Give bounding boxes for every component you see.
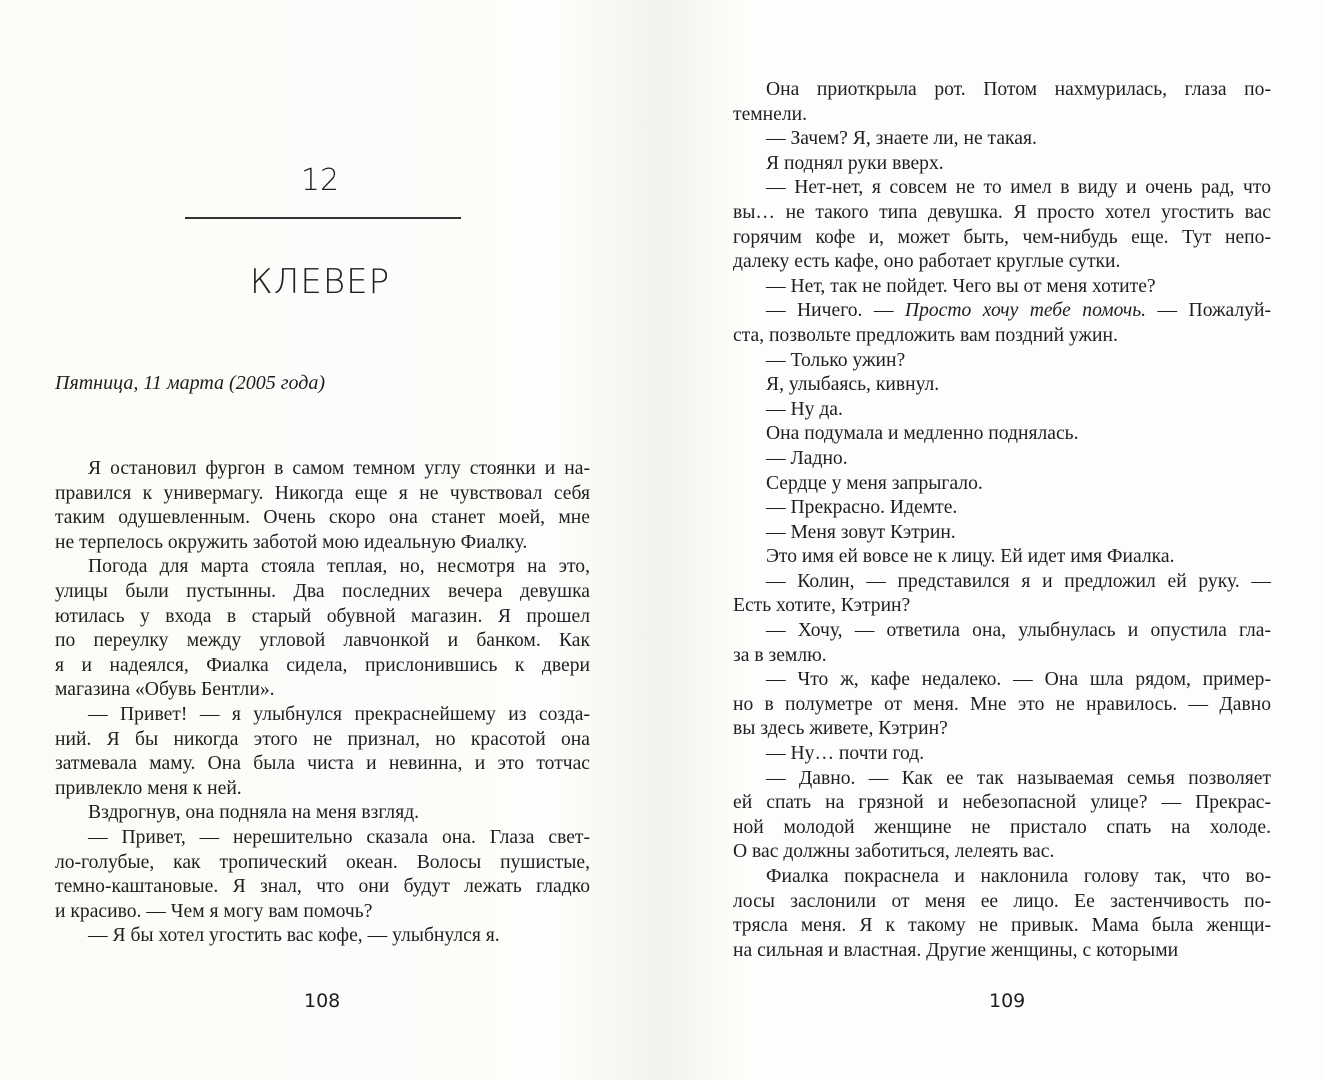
italic-thought: Просто хочу тебе помочь. xyxy=(904,300,1147,322)
text-line: Вздрогнув, она подняла на меня взгляд. xyxy=(88,802,420,824)
text-line: — Зачем? Я, знаете ли, не такая. xyxy=(766,128,1037,150)
right-body-text xyxy=(733,78,1271,963)
text-line: — Привет, — нерешительно сказала она. Глаза свет- xyxy=(88,826,590,848)
text-line: затмевала маму. Она была чиста и невинна, и это тотчас xyxy=(55,753,590,775)
text-line: не терпелось окружить заботой мою идеальную Фиалку. xyxy=(55,531,528,553)
text-line: магазина «Обувь Бентли». xyxy=(55,679,275,701)
text-line: темнели. xyxy=(733,103,808,125)
text-line: — Привет! — я улыбнулся прекраснейшему из созда- xyxy=(88,703,590,725)
text-line: — Хочу, — ответила она, улыбнулась и опустила гла- xyxy=(766,620,1271,642)
text-line: правился к универмагу. Никогда еще я не чувствовал себя xyxy=(55,482,590,504)
text-line: О вас должны заботиться, лелеять вас. xyxy=(733,841,1055,863)
text-line: ной молодой женщине не пристало спать на холоде. xyxy=(733,816,1271,838)
text-line: лосы заслонили от меня ее лицо. Ее застенчивость по- xyxy=(733,890,1271,912)
left-page xyxy=(0,0,662,1080)
text-line: — Ну да. xyxy=(766,398,843,420)
text-line: Это имя ей вовсе не к лицу. Ей идет имя Фиалка. xyxy=(766,546,1175,568)
text-line: Сердце у меня запрыгало. xyxy=(766,472,983,494)
text-line: ей спать на грязной и небезопасной улице? — Прекрас- xyxy=(733,792,1271,814)
text-line: — Колин, — представился я и предложил ей руку. — xyxy=(766,570,1271,592)
text-line xyxy=(733,299,1271,324)
text-line: — Меня зовут Кэтрин. xyxy=(766,521,956,543)
text-line: Есть хотите, Кэтрин? xyxy=(733,595,911,617)
chapter-divider xyxy=(185,217,461,219)
text-line: Я, улыбаясь, кивнул. xyxy=(766,374,940,396)
text-segment: — Пожалуй- xyxy=(1146,300,1271,322)
text-line: — Я бы хотел угостить вас кофе, — улыбнулся я. xyxy=(88,925,500,947)
text-line: но в полуметре от меня. Мне это не нравилось. — Давно xyxy=(733,693,1271,715)
text-line: — Прекрасно. Идемте. xyxy=(766,497,958,519)
text-line: трясла меня. Я к такому не привык. Мама была женщи- xyxy=(733,915,1271,937)
text-line: — Нет-нет, я совсем не то имел в виду и очень рад, что xyxy=(766,177,1271,199)
text-line: Погода для марта стояла теплая, но, несмотря на это, xyxy=(88,556,590,578)
text-line: — Ну… почти год. xyxy=(766,743,925,765)
text-line: я и надеялся, Фиалка сидела, прислонившись к двери xyxy=(55,654,590,676)
text-line: на сильная и властная. Другие женщины, с которыми xyxy=(733,939,1179,961)
text-line: — Ладно. xyxy=(766,447,848,469)
text-line: и красиво. — Чем я могу вам помочь? xyxy=(55,900,373,922)
text-line: Я остановил фургон в самом темном углу стоянки и на- xyxy=(88,458,590,479)
text-line: темно-каштановые. Я знал, что они будут лежать гладко xyxy=(55,876,590,898)
text-line: вы здесь живете, Кэтрин? xyxy=(733,718,948,740)
text-line: по переулку между угловой лавчонкой и банком. Как xyxy=(55,630,590,652)
text-line: ний. Я бы никогда этого не признал, но красотой она xyxy=(55,728,590,750)
text-line: — Только ужин? xyxy=(766,349,906,371)
page-number-right: 109 xyxy=(989,990,1026,1012)
chapter-number: 12 xyxy=(300,163,340,198)
text-line: Фиалка покраснела и наклонила голову так, что во- xyxy=(766,866,1271,887)
text-line: ста, позвольте предложить вам поздний ужин. xyxy=(733,324,1118,346)
text-line: Она приоткрыла рот. Потом нахмурилась, глаза по- xyxy=(766,79,1271,100)
text-line: привлекло меня к ней. xyxy=(55,777,242,799)
text-line: — Давно. — Как ее так называемая семья позволяет xyxy=(766,767,1271,789)
left-body-text xyxy=(55,457,590,949)
text-line: — Что ж, кафе недалеко. — Она шла рядом, пример- xyxy=(766,669,1271,691)
text-line: Я поднял руки вверх. xyxy=(766,152,944,174)
right-page xyxy=(662,0,1325,1080)
text-line: ютилась у входа в старый обувной магазин. Я прошел xyxy=(55,605,590,627)
chapter-title: КЛЕВЕР xyxy=(249,262,391,302)
text-line: Она подумала и медленно поднялась. xyxy=(766,423,1079,445)
text-line: вы… не такого типа девушка. Я просто хотел угостить вас xyxy=(733,201,1271,223)
text-segment: — Ничего. — xyxy=(766,300,905,322)
text-line: ло-голубые, как тропический океан. Волосы пушистые, xyxy=(55,851,590,873)
page-number-left: 108 xyxy=(304,990,341,1012)
dateline: Пятница, 11 марта (2005 года) xyxy=(55,372,326,394)
text-line: горячим кофе и, может быть, чем-нибудь еще. Тут непо- xyxy=(733,226,1271,248)
text-line: — Нет, так не пойдет. Чего вы от меня хотите? xyxy=(766,275,1156,297)
text-line: за в землю. xyxy=(733,644,827,666)
text-line: далеку есть кафе, оно работает круглые сутки. xyxy=(733,251,1121,273)
text-line: таким одушевленным. Очень скоро она станет моей, мне xyxy=(55,507,590,529)
text-line: улицы были пустынны. Два последних вечера девушка xyxy=(55,580,590,602)
